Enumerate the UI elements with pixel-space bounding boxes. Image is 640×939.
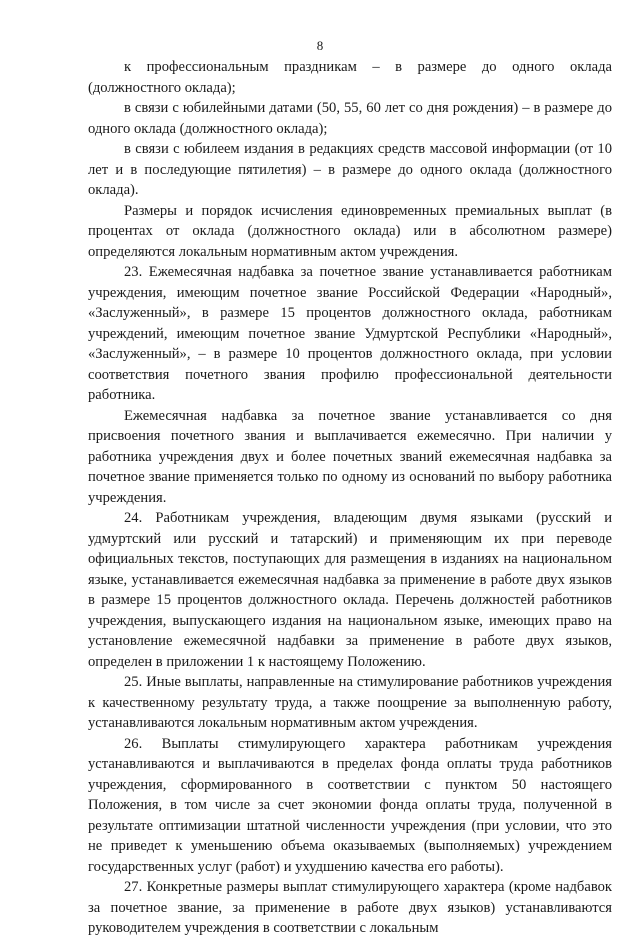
paragraph-24-two-languages: 24. Работникам учреждения, владеющим двумя языками (русский и удмуртский или русский и татарский) и применяющим их при переводе официальных текстов, поступающих для размещения в изданиях на национальном языке, устанавливается ежемесячная надбавка за применение в работе двух языков в размере 15 процентов должностного оклада. Перечень должностей работников учреждения, выпускающего издания на национальном языке, имеющих право на установление ежемесячной надбавки за применение в работе двух языков, определен в приложении 1 к настоящему Положению. bbox=[88, 510, 612, 670]
paragraph-media-anniversary-bonus: в связи с юбилеем издания в редакциях средств массовой информации (от 10 лет и в последующие пятилетия) – в размере до одного оклада (должностного оклада). bbox=[88, 141, 612, 198]
page-number: 8 bbox=[316, 38, 324, 53]
paragraph-holiday-bonus: к профессиональным праздникам – в размере до одного оклада (должностного оклада); bbox=[88, 59, 612, 96]
paragraph-25-other-payments: 25. Иные выплаты, направленные на стимулирование работников учреждения к качественному результату труда, а также поощрение за выполненную работу, устанавливаются локальным нормативным актом учреждения. bbox=[88, 674, 612, 731]
paragraph-anniversary-bonus: в связи с юбилейными датами (50, 55, 60 лет со дня рождения) – в размере до одного оклада (должностного оклада); bbox=[88, 100, 612, 137]
paragraph-23-honorary-title: 23. Ежемесячная надбавка за почетное звание устанавливается работникам учреждения, имеющим почетное звание Российской Федерации «Народный», «Заслуженный», в размере 15 процентов должностного оклада, работникам учреждений, имеющим почетное звание Удмуртской Республики «Народный», «Заслуженный», – в размере 10 процентов должностного оклада, при условии соответствия почетного звания профилю профессиональной деятельности работника. bbox=[88, 264, 612, 403]
paragraph-honorary-title-payment: Ежемесячная надбавка за почетное звание устанавливается со дня присвоения почетного звания и выплачивается ежемесячно. При наличии у работника учреждения двух и более почетных званий ежемесячная надбавка за почетное звание применяется только по одному из оснований по выбору работника учреждения. bbox=[88, 407, 612, 506]
paragraph-27-specific-amounts: 27. Конкретные размеры выплат стимулирующего характера (кроме надбавок за почетное звание, за применение в работе двух языков) устанавливаются руководителем учреждения в соответствии с локальным bbox=[88, 879, 612, 936]
document-body bbox=[88, 57, 612, 939]
paragraph-bonus-calculation: Размеры и порядок исчисления единовременных премиальных выплат (в процентах от оклада (должностного оклада) или в абсолютном размере) определяются локальным нормативным актом учреждения. bbox=[88, 202, 612, 260]
paragraph-26-incentive-payments: 26. Выплаты стимулирующего характера работникам учреждения устанавливаются и выплачиваются в пределах фонда оплаты труда работников учреждения, сформированного в соответствии с пунктом 50 настоящего Положения, в том числе за счет экономии фонда оплаты труда, полученной в результате оптимизации штатной численности учреждения (при условии, что это не приведет к уменьшению объема оказываемых (выполняемых) учреждением государственных услуг (работ) и ухудшению качества его работы). bbox=[88, 735, 612, 875]
